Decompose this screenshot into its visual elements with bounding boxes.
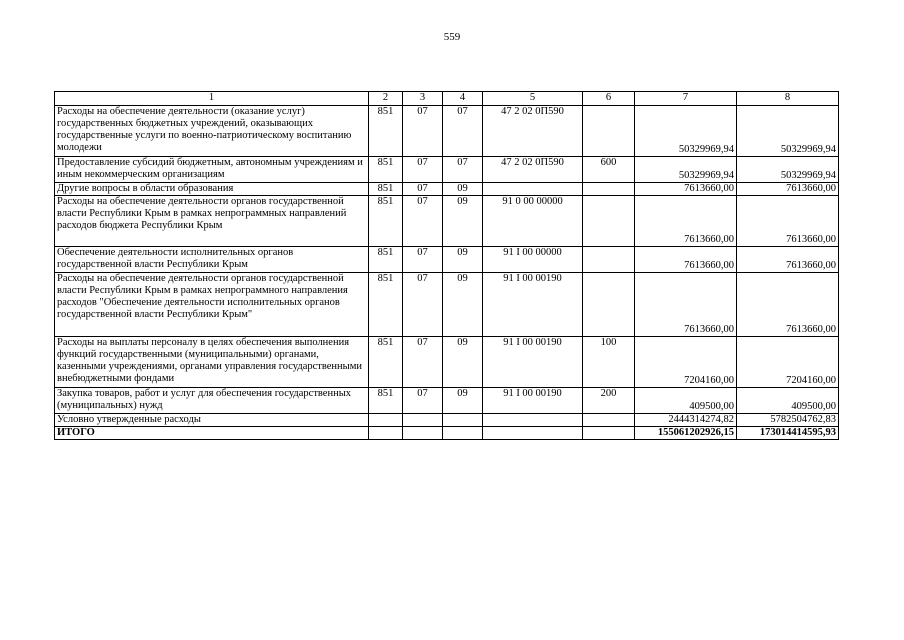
cell-code-3: 07	[403, 273, 443, 337]
total-amount-8: 173014414595,93	[737, 427, 839, 440]
column-header: 6	[583, 92, 635, 106]
cell-amount-8: 5782504762,83	[737, 414, 839, 427]
cell-code-4: 09	[443, 183, 483, 196]
cell-code-6	[583, 106, 635, 157]
empty-cell	[483, 427, 583, 440]
cell-amount-8: 7613660,00	[737, 196, 839, 247]
cell-amount-7: 409500,00	[635, 388, 737, 414]
cell-code-5: 91 I 00 00000	[483, 247, 583, 273]
empty-cell	[369, 427, 403, 440]
cell-code-2: 851	[369, 196, 403, 247]
empty-cell	[583, 427, 635, 440]
cell-amount-7: 7613660,00	[635, 183, 737, 196]
cell-code-3	[403, 414, 443, 427]
cell-code-6	[583, 247, 635, 273]
cell-code-3: 07	[403, 337, 443, 388]
table-row	[55, 106, 839, 157]
cell-amount-8: 7613660,00	[737, 273, 839, 337]
cell-code-6: 600	[583, 157, 635, 183]
cell-code-4: 07	[443, 157, 483, 183]
cell-code-4: 09	[443, 196, 483, 247]
row-name: Расходы на выплаты персоналу в целях обеспечения выполнения функций государственными (муниципальными) органами, казенными учреждениями, органами управления государственными внебюджетными фондами	[55, 337, 369, 388]
cell-code-5	[483, 183, 583, 196]
cell-code-3: 07	[403, 196, 443, 247]
cell-code-3: 07	[403, 247, 443, 273]
row-name: Предоставление субсидий бюджетным, автономным учреждениям и иным некоммерческим организациям	[55, 157, 369, 183]
cell-code-4: 09	[443, 388, 483, 414]
cell-code-2: 851	[369, 337, 403, 388]
column-header: 8	[737, 92, 839, 106]
page-number: 559	[443, 31, 461, 43]
column-header: 7	[635, 92, 737, 106]
cell-amount-8: 50329969,94	[737, 106, 839, 157]
cell-code-5: 91 I 00 00190	[483, 388, 583, 414]
cell-amount-7: 7613660,00	[635, 273, 737, 337]
cell-code-3: 07	[403, 157, 443, 183]
cell-code-5: 91 I 00 00190	[483, 273, 583, 337]
cell-amount-8: 7613660,00	[737, 247, 839, 273]
cell-code-6: 100	[583, 337, 635, 388]
row-name: Другие вопросы в области образования	[55, 183, 369, 196]
column-header: 4	[443, 92, 483, 106]
table-row	[55, 273, 839, 337]
empty-cell	[443, 427, 483, 440]
cell-code-2: 851	[369, 388, 403, 414]
cell-code-3: 07	[403, 183, 443, 196]
cell-code-4: 09	[443, 337, 483, 388]
cell-amount-7: 7613660,00	[635, 196, 737, 247]
table-row	[55, 337, 839, 388]
cell-code-2: 851	[369, 106, 403, 157]
cell-amount-8: 7613660,00	[737, 183, 839, 196]
table-row	[55, 247, 839, 273]
total-row	[55, 427, 839, 440]
cell-code-2: 851	[369, 247, 403, 273]
cell-code-5: 91 0 00 00000	[483, 196, 583, 247]
table-header-row	[55, 92, 839, 106]
cell-amount-7: 7613660,00	[635, 247, 737, 273]
cell-code-2: 851	[369, 157, 403, 183]
cell-code-6	[583, 414, 635, 427]
cell-code-5: 47 2 02 0П590	[483, 106, 583, 157]
cell-code-4: 07	[443, 106, 483, 157]
row-name: Расходы на обеспечение деятельности органов государственной власти Республики Крым в рамках непрограммных направлений расходов бюджета Республики Крым	[55, 196, 369, 247]
cell-amount-7: 50329969,94	[635, 106, 737, 157]
table-row	[55, 183, 839, 196]
cell-amount-7: 7204160,00	[635, 337, 737, 388]
row-name: Условно утвержденные расходы	[55, 414, 369, 427]
column-header: 1	[55, 92, 369, 106]
budget-table	[54, 91, 839, 440]
cell-code-4	[443, 414, 483, 427]
row-name: Обеспечение деятельности исполнительных органов государственной власти Республики Крым	[55, 247, 369, 273]
cell-code-2: 851	[369, 183, 403, 196]
cell-code-6	[583, 196, 635, 247]
cell-code-6	[583, 183, 635, 196]
row-name: Расходы на обеспечение деятельности (оказание услуг) государственных бюджетных учреждений, оказывающих государственные услуги по военно-патриотическому воспитанию молодежи	[55, 106, 369, 157]
cell-amount-7: 50329969,94	[635, 157, 737, 183]
empty-cell	[403, 427, 443, 440]
cell-code-3: 07	[403, 388, 443, 414]
total-amount-7: 155061202926,15	[635, 427, 737, 440]
total-label: ИТОГО	[55, 427, 369, 440]
cell-code-4: 09	[443, 273, 483, 337]
table-row	[55, 196, 839, 247]
row-name: Закупка товаров, работ и услуг для обеспечения государственных (муниципальных) нужд	[55, 388, 369, 414]
table-row	[55, 414, 839, 427]
cell-amount-8: 409500,00	[737, 388, 839, 414]
cell-code-3: 07	[403, 106, 443, 157]
cell-code-2: 851	[369, 273, 403, 337]
cell-code-4: 09	[443, 247, 483, 273]
cell-code-2	[369, 414, 403, 427]
cell-amount-8: 7204160,00	[737, 337, 839, 388]
cell-code-5	[483, 414, 583, 427]
cell-amount-8: 50329969,94	[737, 157, 839, 183]
cell-amount-7: 2444314274,82	[635, 414, 737, 427]
row-name: Расходы на обеспечение деятельности органов государственной власти Республики Крым в рамках непрограммного направления расходов "Обеспечение деятельности исполнительных органов государственной власти Республики Крым"	[55, 273, 369, 337]
column-header: 5	[483, 92, 583, 106]
column-header: 3	[403, 92, 443, 106]
table-row	[55, 157, 839, 183]
column-header: 2	[369, 92, 403, 106]
cell-code-5: 47 2 02 0П590	[483, 157, 583, 183]
cell-code-6	[583, 273, 635, 337]
table-row	[55, 388, 839, 414]
cell-code-5: 91 I 00 00190	[483, 337, 583, 388]
cell-code-6: 200	[583, 388, 635, 414]
